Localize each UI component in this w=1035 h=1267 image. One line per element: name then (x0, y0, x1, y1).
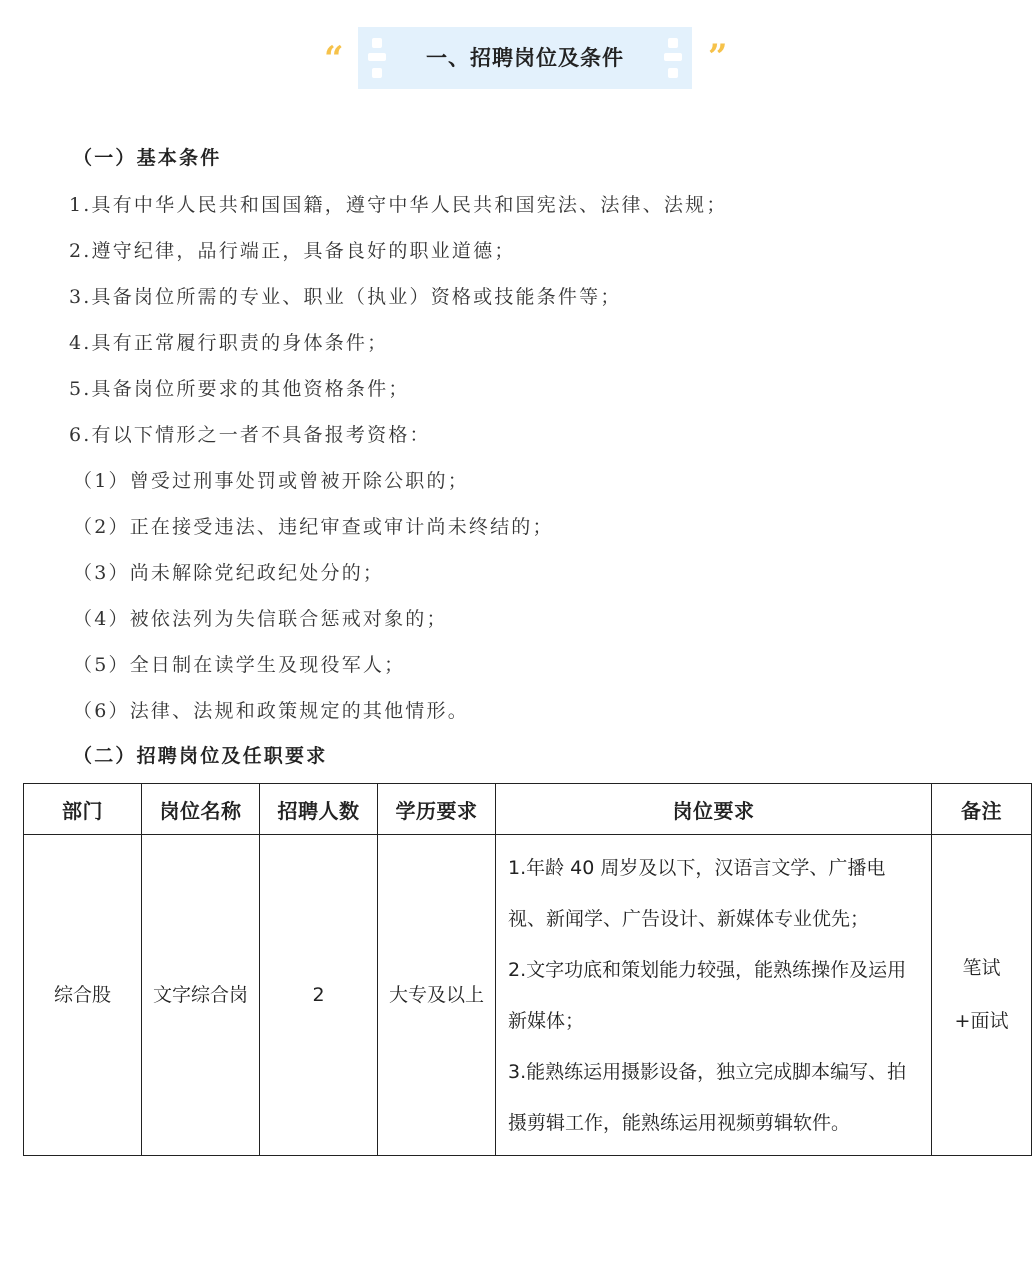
exclusion-item: （6）法律、法规和政策规定的其他情形。 (73, 700, 469, 722)
requirement-item: 1.年龄 40 周岁及以下，汉语言文学、广播电视、新闻学、广告设计、新媒体专业优先； (508, 857, 886, 930)
basic-conditions-heading: （一）基本条件 (73, 147, 222, 169)
open-quote-icon: “ (324, 39, 344, 79)
cell-requirements (496, 835, 932, 1156)
condition-item: 6.有以下情形之一者不具备报考资格： (69, 424, 431, 446)
positions-table (23, 783, 1032, 1156)
requirement-item: 2.文字功底和策划能力较强，能熟练操作及运用新媒体； (508, 959, 907, 1032)
cell-department: 综合股 (24, 835, 142, 1156)
section-title: 一、招聘岗位及条件 (426, 46, 624, 70)
header-position-name: 岗位名称 (142, 784, 260, 835)
header-requirements: 岗位要求 (496, 784, 932, 835)
chain-decoration-icon (662, 38, 684, 78)
cell-education: 大专及以上 (378, 835, 496, 1156)
exclusion-item: （3）尚未解除党纪政纪处分的； (73, 562, 385, 584)
cell-position-name: 文字综合岗 (142, 835, 260, 1156)
exclusion-item: （2）正在接受违法、违纪审查或审计尚未终结的； (73, 516, 554, 538)
header-department: 部门 (24, 784, 142, 835)
requirement-item: 3.能熟练运用摄影设备，独立完成脚本编写、拍摄剪辑工作，能熟练运用视频剪辑软件。 (508, 1061, 907, 1134)
cell-remarks: 笔试+面试 (932, 835, 1032, 1156)
exclusion-item: （4）被依法列为失信联合惩戒对象的； (73, 608, 448, 630)
positions-heading: （二）招聘岗位及任职要求 (73, 745, 328, 767)
condition-item: 1.具有中华人民共和国国籍，遵守中华人民共和国宪法、法律、法规； (69, 194, 728, 216)
table-header-row (24, 784, 1032, 835)
condition-item: 2.遵守纪律，品行端正，具备良好的职业道德； (69, 240, 516, 262)
cell-count: 2 (260, 835, 378, 1156)
header-remarks: 备注 (932, 784, 1032, 835)
condition-item: 3.具备岗位所需的专业、职业（执业）资格或技能条件等； (69, 286, 622, 308)
exclusion-item: （1）曾受过刑事处罚或曾被开除公职的； (73, 470, 469, 492)
close-quote-icon: ” (708, 37, 728, 77)
table-row (24, 835, 1032, 1156)
condition-item: 4.具有正常履行职责的身体条件； (69, 332, 389, 354)
header-count: 招聘人数 (260, 784, 378, 835)
section-banner (358, 27, 692, 89)
exclusion-item: （5）全日制在读学生及现役军人； (73, 654, 406, 676)
condition-item: 5.具备岗位所要求的其他资格条件； (69, 378, 410, 400)
header-education: 学历要求 (378, 784, 496, 835)
